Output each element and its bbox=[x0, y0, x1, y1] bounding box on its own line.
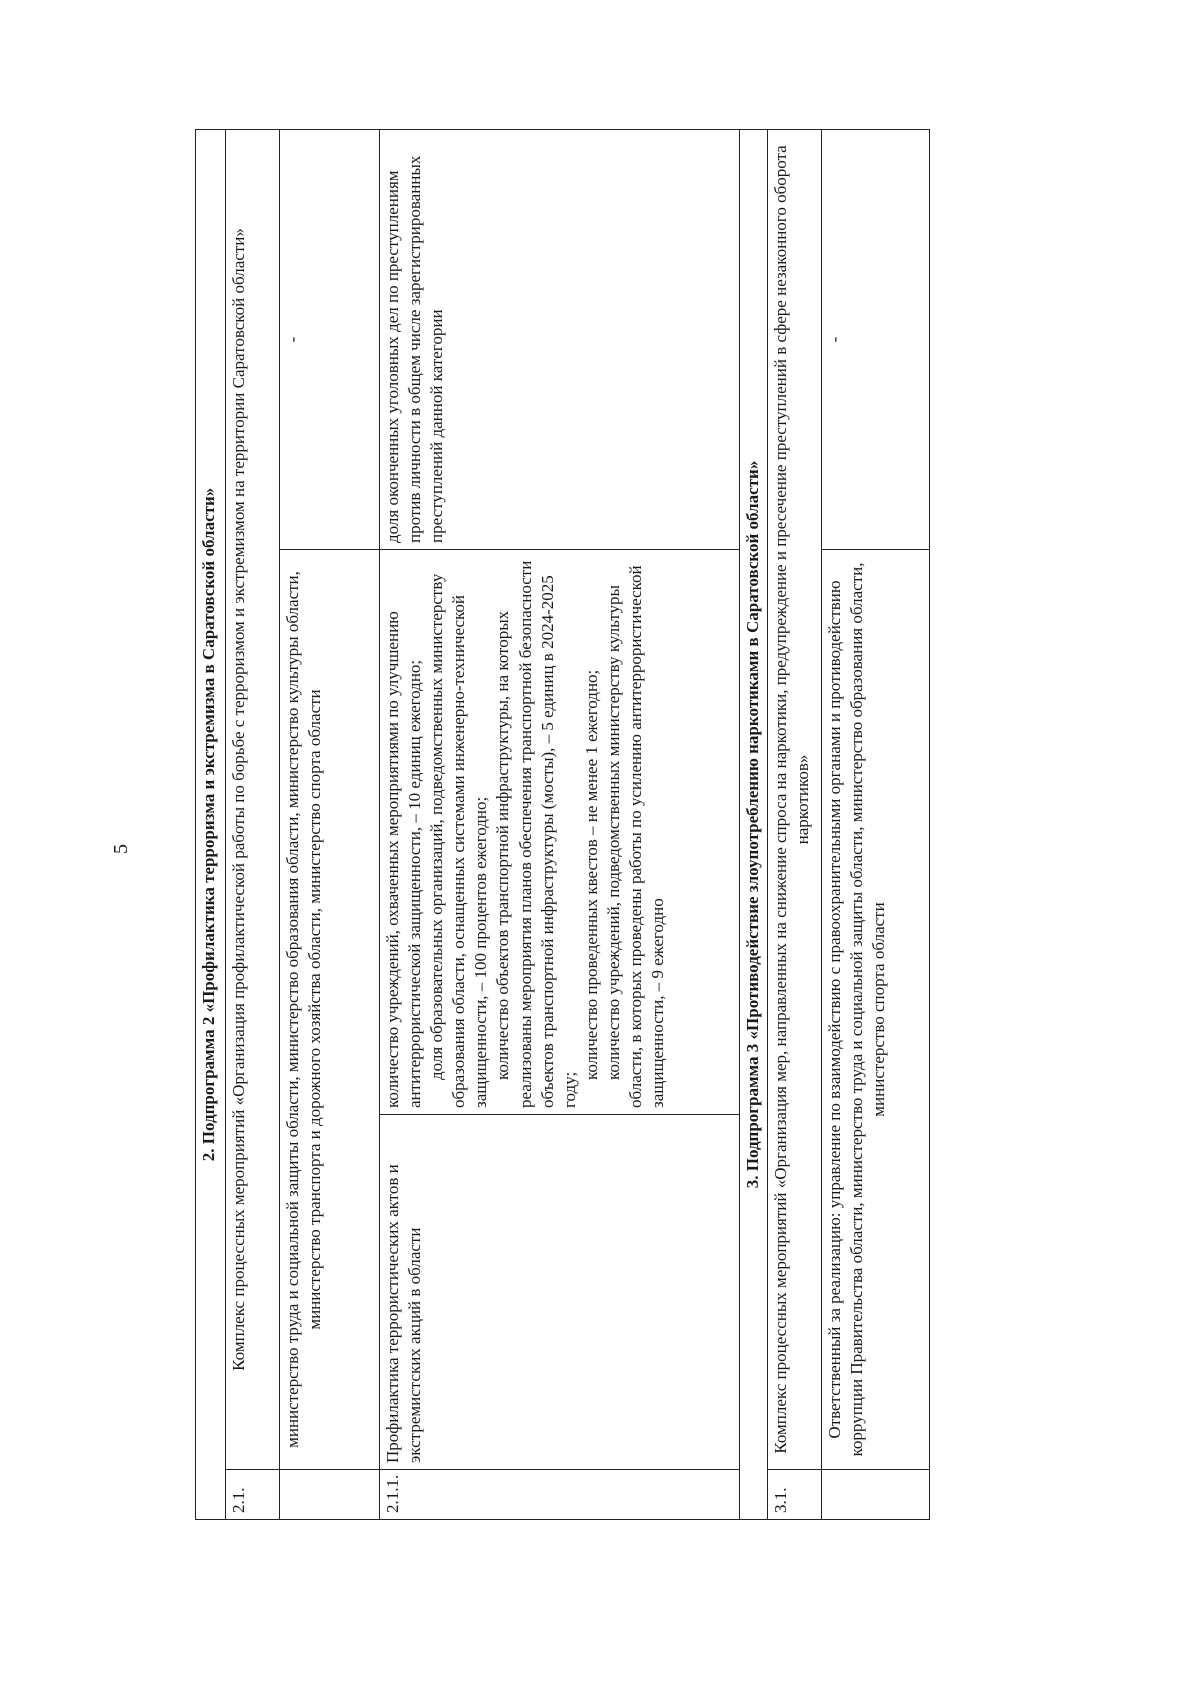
responsible-3-number-cell bbox=[822, 1470, 930, 1520]
result-item: количество проведенных квестов – не менее 1 ежегодно; bbox=[581, 669, 601, 1080]
complex-3-1-number: 3.1. bbox=[768, 1470, 822, 1520]
task-2-1-1-number: 2.1.1. bbox=[380, 1470, 740, 1520]
responsible-2-dash: - bbox=[280, 129, 380, 549]
complex-2-1-number: 2.1. bbox=[226, 1470, 280, 1520]
responsible-3-dash: - bbox=[822, 129, 930, 549]
complex-2-1-text: Комплекс процессных мероприятий «Организация профилактической работы по борьбе с терроризмом и экстремизмом на территории Саратовской области» bbox=[226, 129, 280, 1469]
result-item: доля образовательных организаций, подведомственных министерству образования области, оснащенных системами инженерно-технической защищенности, – 100 процентов ежегодно; bbox=[427, 573, 491, 1108]
subprogram-3-title-row bbox=[740, 129, 768, 1519]
complex-2-1-row bbox=[226, 129, 280, 1519]
result-item: количество учреждений, подведомственных министерству культуры области, в которых проведены работы по усилению антитеррористической защищенности, – 9 ежегодно bbox=[603, 565, 668, 1108]
task-2-1-1-indicator: доля оконченных уголовных дел по преступлениям против личности в общем числе зарегистрированных преступлений данной категории bbox=[380, 129, 740, 549]
complex-3-1-row bbox=[768, 129, 822, 1519]
responsible-2-row bbox=[280, 129, 380, 1519]
task-2-1-1-name: Профилактика террористических актов и экстремистских акций в области bbox=[380, 1115, 740, 1470]
responsible-3-row bbox=[822, 129, 930, 1519]
subprogram-2-title-row bbox=[196, 129, 226, 1519]
result-item: количество объектов транспортной инфраструктуры, на которых реализованы мероприятия планов обеспечения транспортной безопасности объектов транспортной инфраструктуры (мосты), – 5 единиц в 2024-2025 году; bbox=[493, 560, 579, 1108]
responsible-3-text: Ответственный за реализацию: управление по взаимодействию с правоохранительными органами и противодействию коррупции Правительства области, министерство труда и социальной защиты области, министерство образования области, министерство спорта области bbox=[822, 550, 930, 1470]
responsible-2-text: министерство труда и социальной защиты области, министерство образования области, министерство культуры области, министерство транспорта и дорожного хозяйства области, министерство спорта области bbox=[280, 550, 380, 1470]
subprogram-3-title: 3. Подпрограмма 3 «Противодействие злоупотреблению наркотиками в Саратовской области» bbox=[740, 129, 768, 1519]
subprogram-2-title: 2. Подпрограмма 2 «Профилактика терроризма и экстремизма в Саратовской области» bbox=[196, 129, 226, 1519]
complex-3-1-text: Комплекс процессных мероприятий «Организация мер, направленных на снижение спроса на наркотики, предупреждение и пресечение преступлений в сфере незаконного оборота наркотиков» bbox=[768, 129, 822, 1469]
page-number: 5 bbox=[110, 844, 132, 854]
result-item: количество учреждений, охваченных мероприятиями по улучшению антитеррористической защищенности, – 10 единиц ежегодно; bbox=[383, 611, 425, 1108]
program-table bbox=[195, 129, 930, 1520]
task-2-1-1-row bbox=[380, 129, 740, 1519]
rotated-table-wrapper bbox=[195, 130, 930, 1520]
responsible-2-number-cell bbox=[280, 1470, 380, 1520]
task-2-1-1-results bbox=[380, 550, 740, 1115]
